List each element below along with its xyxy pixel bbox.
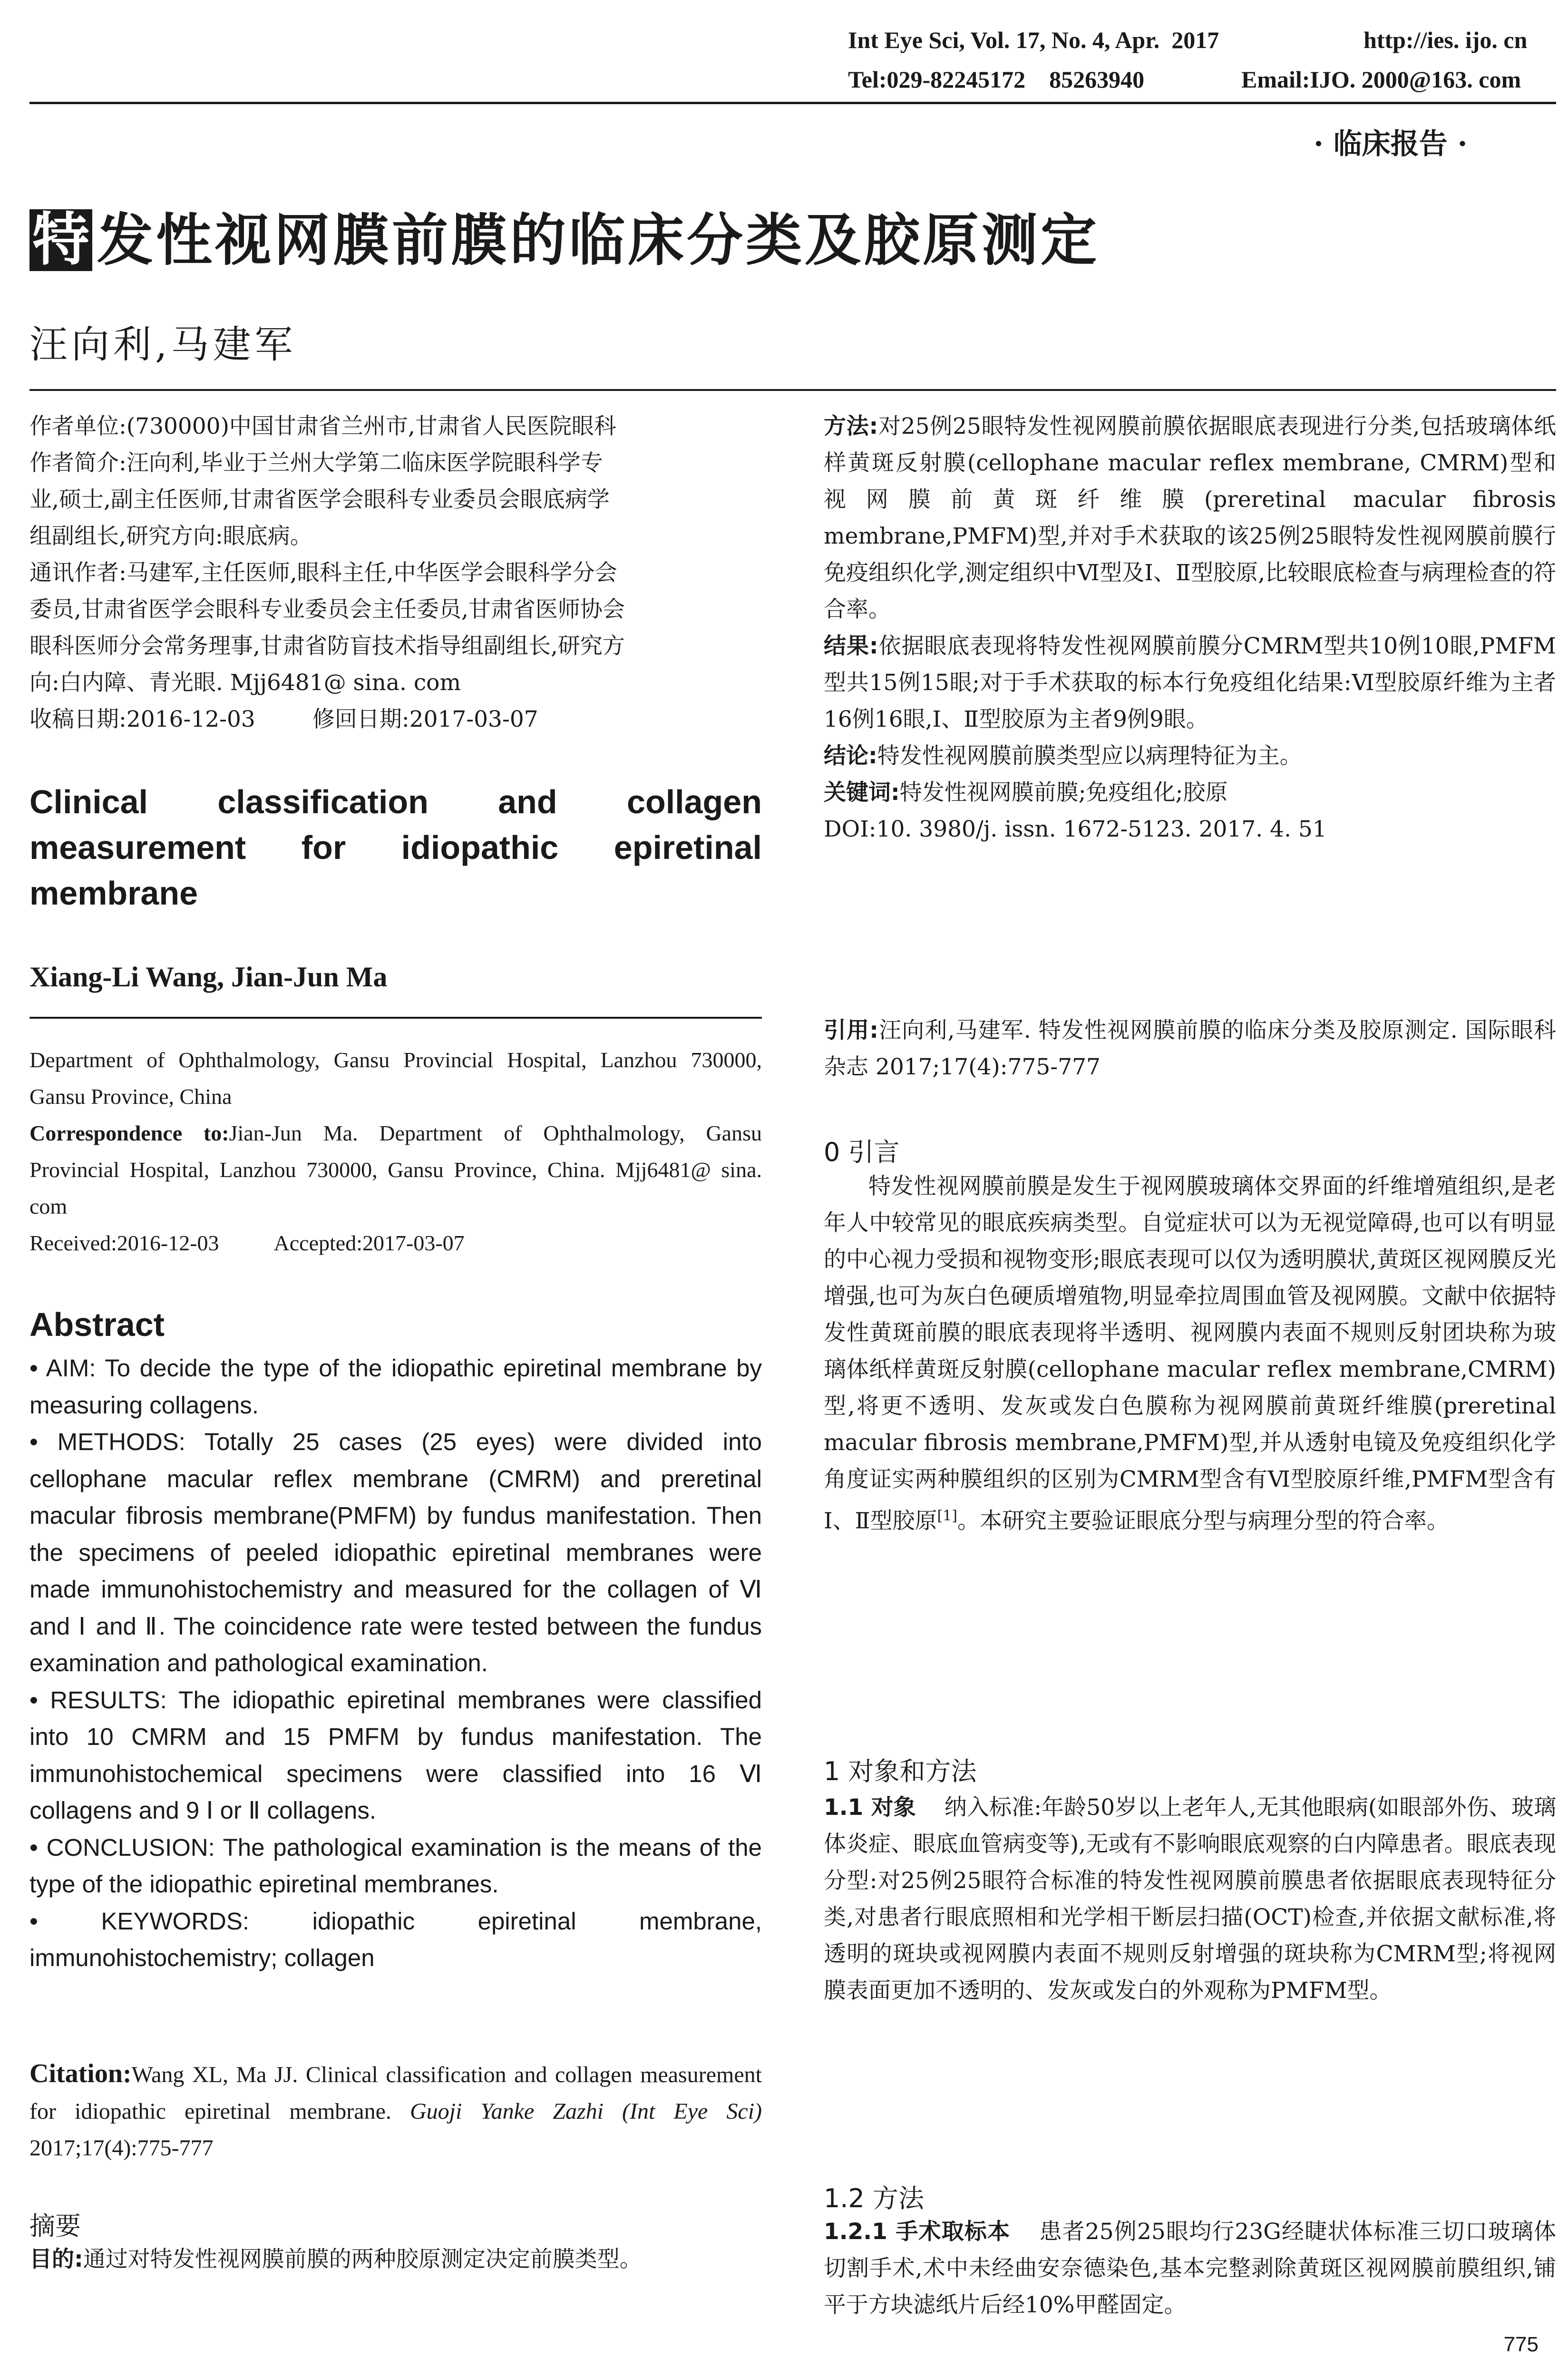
results-text: The idiopathic epiretinal membranes were classified into 10 CMRM and 15 PMFM by fundus manifestation. The immunohistochemical specimens were classified into 16 Ⅵ collagens and 9 Ⅰ or Ⅱ collagens. xyxy=(29,1686,762,1824)
header-rule xyxy=(29,102,1556,104)
guanjianci-text: 特发性视网膜前膜;免疫组化;胶原 xyxy=(899,779,1228,806)
conclusion-text: The pathological examination is the means of the type of the idiopathic epiretinal membranes. xyxy=(29,1833,762,1898)
title-text: 发性视网膜前膜的临床分类及胶原测定 xyxy=(97,207,1100,273)
yinyong-text: 汪向利,马建军. 特发性视网膜前膜的临床分类及胶原测定. 国际眼科杂志 2017;17(4):775-777 xyxy=(824,1017,1557,1080)
mudi-label: 目的: xyxy=(29,2246,83,2272)
citation xyxy=(29,2056,762,2166)
intro-text: 特发性视网膜前膜是发生于视网膜玻璃体交界面的纤维增殖组织,是老年人中较常见的眼底疾病类型。自觉症状可以为无视觉障碍,也可以有明显的中心视力受损和视物变形;眼底表现可以仅为透明膜状,黄斑区视网膜反光增强,也可为灰白色硬质增殖物,明显牵拉周围血管及视网膜。文献中依据特发性黄斑前膜的眼底表现将半透明、视网膜内表面不规则反射团块称为玻璃体纸样黄斑反射膜(cellophane macular reflex membrane,CMRM)型,将更不透明、发灰或发白色膜称为视网膜前黄斑纤维膜(preretinal macular fibrosis membrane,PMFM)型,并从透射电镜及免疫组织化学角度证实两种膜组织的区别为CMRM型含有Ⅵ型胶原纤维,PMFM型含有Ⅰ、Ⅱ型胶原 xyxy=(824,1173,1556,1534)
author-info xyxy=(29,408,762,738)
s11-text: 纳入标准:年龄50岁以上老年人,无其他眼病(如眼部外伤、玻璃体炎症、眼底血管病变等),无或有不影响眼底观察的白内障患者。眼底表现分型:对25例25眼符合标准的特发性视网膜前膜患者依据眼底表现特征分类,对患者行眼底照相和光学相干断层扫描(OCT)检查,并依据文献标准,将透明的斑块或视网膜内表面不规则反射增强的斑块称为CMRM型;将视网膜表面更加不透明的、发灰或发白的外观称为PMFM型。 xyxy=(824,1794,1556,2004)
citation-volume: 2017;17(4):775-777 xyxy=(29,2135,214,2161)
intro-text-end: 。本研究主要验证眼底分型与病理分型的符合率。 xyxy=(957,1508,1450,1534)
english-affiliation xyxy=(29,1042,762,1261)
dates-en xyxy=(29,1225,762,1261)
received-en: Received:2016-12-03 xyxy=(29,1231,219,1255)
author-info-line: 作者简介:汪向利,毕业于兰州大学第二临床医学院眼科学专 xyxy=(29,450,603,476)
abstract-body xyxy=(29,1350,762,1977)
jielun-text: 特发性视网膜前膜类型应以病理特征为主。 xyxy=(877,743,1302,769)
author-info-line: 组副组长,研究方向:眼底病。 xyxy=(29,523,312,549)
s121-label: 1.2.1 手术取标本 xyxy=(824,2219,1011,2245)
intro-body xyxy=(824,1168,1556,1539)
aim-label: • AIM: xyxy=(29,1354,96,1382)
jieguo-text: 依据眼底表现将特发性视网膜前膜分CMRM型共10例10眼,PMFM型共15例15眼;对于手术获取的标本行免疫组化结果:Ⅵ型胶原纤维为主者16例16眼,Ⅰ、Ⅱ型胶原为主者9例9眼。 xyxy=(824,633,1556,732)
author-info-line: 业,硕士,副主任医师,甘肃省医学会眼科专业委员会眼底病学 xyxy=(29,487,610,513)
accepted-en: Accepted:2017-03-07 xyxy=(273,1231,465,1255)
conclusion-label: • CONCLUSION: xyxy=(29,1833,215,1861)
authors-rule xyxy=(29,1017,762,1019)
keywords-text: idiopathic epiretinal membrane, immunohistochemistry; collagen xyxy=(29,1907,762,1971)
methods-label: • METHODS: xyxy=(29,1428,185,1455)
fangfa-label: 方法: xyxy=(824,413,878,439)
author-info-line: 委员,甘肃省医学会眼科专业委员会主任委员,甘肃省医师协会 xyxy=(29,596,625,623)
results-label: • RESULTS: xyxy=(29,1686,167,1714)
s121-text: 患者25例25眼均行23G经睫状体标准三切口玻璃体切割手术,术中未经曲安奈德染色,基本完整剥除黄斑区视网膜前膜组织,铺平于方块滤纸片后经10%甲醛固定。 xyxy=(824,2219,1556,2318)
english-authors: Xiang-Li Wang, Jian-Jun Ma xyxy=(29,961,388,993)
title-first-char: 特 xyxy=(29,209,92,271)
correspondence-text: Jian-Jun Ma. Department of Ophthalmology, Gansu Provincial Hospital, Lanzhou 730000, Gansu Province, China. Mjj6481@ sina. com xyxy=(29,1121,762,1218)
zhaiyao-heading: 摘要 xyxy=(29,2211,81,2241)
citation-text: Wang XL, Ma JJ. Clinical classification and collagen measurement for idiopathic epiretinal membrane. xyxy=(29,2062,762,2124)
zhaiyao-continued xyxy=(824,408,1556,848)
author-info-line: 向:白内障、青光眼. Mjj6481@ sina. com xyxy=(29,670,461,696)
page-number: 775 xyxy=(1503,2333,1539,2356)
jielun-label: 结论: xyxy=(824,743,877,769)
journal-email: Email:IJO. 2000@163. com xyxy=(1241,66,1521,93)
journal-tel: Tel:029-82245172 85263940 xyxy=(848,66,1145,93)
department: Department of Ophthalmology, Gansu Provincial Hospital, Lanzhou 730000, Gansu Province, China xyxy=(29,1048,762,1109)
correspondence xyxy=(29,1115,762,1225)
mudi-text: 通过对特发性视网膜前膜的两种胶原测定决定前膜类型。 xyxy=(83,2246,642,2272)
methods-heading: 1 对象和方法 xyxy=(824,1756,977,1786)
journal-citation-header: Int Eye Sci, Vol. 17, No. 4, Apr. 2017 xyxy=(848,27,1219,53)
journal-url: http://ies. ijo. cn xyxy=(1363,27,1528,53)
dates-line xyxy=(29,701,762,738)
intro-heading: 0 引言 xyxy=(824,1137,900,1167)
s11-label: 1.1 对象 xyxy=(824,1794,916,1821)
aim-text: To decide the type of the idiopathic epiretinal membrane by measuring collagens. xyxy=(29,1354,762,1419)
yinyong-label: 引用: xyxy=(824,1017,879,1043)
s12-heading: 1.2 方法 xyxy=(824,2183,925,2213)
article-title xyxy=(29,202,1100,278)
author-info-line: 作者单位:(730000)中国甘肃省兰州市,甘肃省人民医院眼科 xyxy=(29,413,616,439)
authors-cn: 汪向利,马建军 xyxy=(29,322,297,367)
methods-text: Totally 25 cases (25 eyes) were divided into cellophane macular reflex membrane (CMRM) and preretinal macular fibrosis membrane(PMFM) by fundus manifestation. Then the specimens of peeled idiopathic epiretinal membranes were made immunohistochemistry and measured for the collagen of Ⅵ and Ⅰ and Ⅱ. The coincidence rate were tested between the fundus examination and pathological examination. xyxy=(29,1428,762,1676)
reference-marker: [1] xyxy=(937,1508,958,1524)
s121-body xyxy=(824,2213,1556,2323)
keywords-label: • KEYWORDS: xyxy=(29,1907,250,1935)
yinyong xyxy=(824,1012,1556,1085)
author-info-line: 眼科医师分会常务理事,甘肃省防盲技术指导组副组长,研究方 xyxy=(29,633,625,659)
section-tag: · 临床报告 · xyxy=(1314,127,1468,161)
guanjianci-label: 关键词: xyxy=(824,779,900,806)
jieguo-label: 结果: xyxy=(824,633,878,659)
author-info-line: 通讯作者:马建军,主任医师,眼科主任,中华医学会眼科学分会 xyxy=(29,560,617,586)
correspondence-label: Correspondence to: xyxy=(29,1121,229,1145)
citation-journal: Guoji Yanke Zazhi (Int Eye Sci) xyxy=(409,2099,762,2124)
citation-label: Citation: xyxy=(29,2059,132,2088)
zhaiyao-mudi xyxy=(29,2241,762,2278)
received-date-cn: 收稿日期:2016-12-03 xyxy=(29,706,255,732)
methods-body xyxy=(824,1789,1556,2009)
doi: DOI:10. 3980/j. issn. 1672-5123. 2017. 4. 51 xyxy=(824,816,1327,842)
revised-date-cn: 修回日期:2017-03-07 xyxy=(312,706,538,732)
fangfa-text: 对25例25眼特发性视网膜前膜依据眼底表现进行分类,包括玻璃体纸样黄斑反射膜(cellophane macular reflex membrane, CMRM)型和视网膜前黄斑纤维膜(preretinal macular fibrosis membrane,PMFM)型,并对手术获取的该25例25眼特发性视网膜前膜行免疫组织化学,测定组织中Ⅵ型及Ⅰ、Ⅱ型胶原,比较眼底检查与病理检查的符合率。 xyxy=(824,413,1556,623)
title-rule xyxy=(29,389,1556,391)
english-title: Clinical classification and collagen measurement for idiopathic epiretinal membrane xyxy=(29,783,762,912)
abstract-heading: Abstract xyxy=(29,1306,165,1343)
